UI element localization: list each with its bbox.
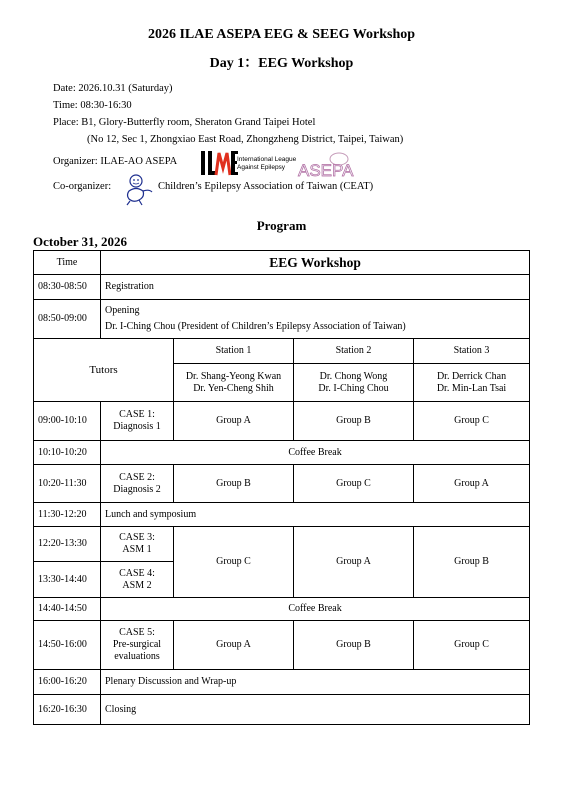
group-cell: Group C <box>414 402 530 441</box>
place-line: Place: B1, Glory-Butterfly room, Sheraton Grand Taipei Hotel <box>53 117 316 128</box>
row-time: 16:20-16:30 <box>34 695 101 725</box>
program-date: October 31, 2026 <box>33 234 127 249</box>
workshop-header: EEG Workshop <box>101 251 530 275</box>
workshop-title: 2026 ILAE ASEPA EEG & SEEG Workshop <box>147 27 416 42</box>
row-time: 14:40-14:50 <box>34 598 101 621</box>
ilae-logo <box>200 150 238 176</box>
station-2-tutors: Dr. Chong Wong Dr. I-Ching Chou <box>294 364 414 402</box>
coffee-break: Coffee Break <box>101 441 530 465</box>
table-row <box>34 402 530 441</box>
group-cell: Group A <box>174 402 294 441</box>
station-1-tutors: Dr. Shang-Yeong Kwan Dr. Yen-Cheng Shih <box>174 364 294 402</box>
group-cell: Group A <box>294 527 414 598</box>
ceat-logo <box>124 172 156 206</box>
tutors-label: Tutors <box>34 339 174 402</box>
group-cell: Group C <box>174 527 294 598</box>
row-time: 13:30-14:40 <box>34 562 101 598</box>
row-text: Plenary Discussion and Wrap-up <box>101 670 530 695</box>
group-cell: Group C <box>294 465 414 503</box>
program-heading: Program <box>256 218 307 233</box>
group-cell: Group A <box>174 621 294 670</box>
row-time: 08:30-08:50 <box>34 275 101 300</box>
group-cell: Group B <box>414 527 530 598</box>
table-row <box>34 527 530 562</box>
svg-text:ASEPA: ASEPA <box>298 161 354 180</box>
station-2: Station 2 <box>294 339 414 364</box>
case-cell: CASE 3: ASM 1 <box>101 527 174 562</box>
station-3-tutors: Dr. Derrick Chan Dr. Min-Lan Tsai <box>414 364 530 402</box>
address-line: (No 12, Sec 1, Zhongxiao East Road, Zhongzheng District, Taipei, Taiwan) <box>87 134 404 145</box>
table-row <box>34 621 530 670</box>
table-row <box>34 670 530 695</box>
row-time: 14:50-16:00 <box>34 621 101 670</box>
table-row <box>34 275 530 300</box>
table-row <box>34 441 530 465</box>
case-cell: CASE 1: Diagnosis 1 <box>101 402 174 441</box>
table-row <box>34 598 530 621</box>
table-row <box>34 695 530 725</box>
opening-speaker: Dr. I-Ching Chou (President of Children’s Epilepsy Association of Taiwan) <box>105 321 406 332</box>
opening-line: Opening <box>105 305 140 316</box>
coffee-break: Coffee Break <box>101 598 530 621</box>
case-cell: CASE 4: ASM 2 <box>101 562 174 598</box>
ilae-logo-text: International League Against Epilepsy <box>237 156 297 171</box>
row-time: 16:00-16:20 <box>34 670 101 695</box>
schedule-table <box>33 250 530 725</box>
table-header-row <box>34 251 530 275</box>
organizer-line: Organizer: ILAE-AO ASEPA <box>53 156 178 167</box>
table-row <box>34 300 530 339</box>
station-3: Station 3 <box>414 339 530 364</box>
asepa-logo <box>296 150 354 180</box>
row-time: 08:50-09:00 <box>34 300 101 339</box>
group-cell: Group A <box>414 465 530 503</box>
table-row <box>34 503 530 527</box>
row-text: Lunch and symposium <box>101 503 530 527</box>
station-1: Station 1 <box>174 339 294 364</box>
stations-row <box>34 339 530 364</box>
group-cell: Group B <box>174 465 294 503</box>
coorganizer-label: Co-organizer: <box>53 181 112 192</box>
row-time: 10:10-10:20 <box>34 441 101 465</box>
row-text: Closing <box>101 695 530 725</box>
row-time: 12:20-13:30 <box>34 527 101 562</box>
row-time: 09:00-10:10 <box>34 402 101 441</box>
row-time: 11:30-12:20 <box>34 503 101 527</box>
day-subtitle: Day 1：EEG Workshop <box>209 56 354 71</box>
row-time: 10:20-11:30 <box>34 465 101 503</box>
time-header: Time <box>34 251 101 275</box>
group-cell: Group C <box>414 621 530 670</box>
coorganizer-name: Children’s Epilepsy Association of Taiwan (CEAT) <box>158 181 374 192</box>
group-cell: Group B <box>294 621 414 670</box>
event-info <box>53 80 403 148</box>
time-line: Time: 08:30-16:30 <box>53 100 132 111</box>
opening-cell <box>101 300 530 339</box>
case-cell: CASE 2: Diagnosis 2 <box>101 465 174 503</box>
table-row <box>34 465 530 503</box>
row-text: Registration <box>101 275 530 300</box>
group-cell: Group B <box>294 402 414 441</box>
case-cell: CASE 5: Pre-surgical evaluations <box>101 621 174 670</box>
date-line: Date: 2026.10.31 (Saturday) <box>53 83 173 94</box>
